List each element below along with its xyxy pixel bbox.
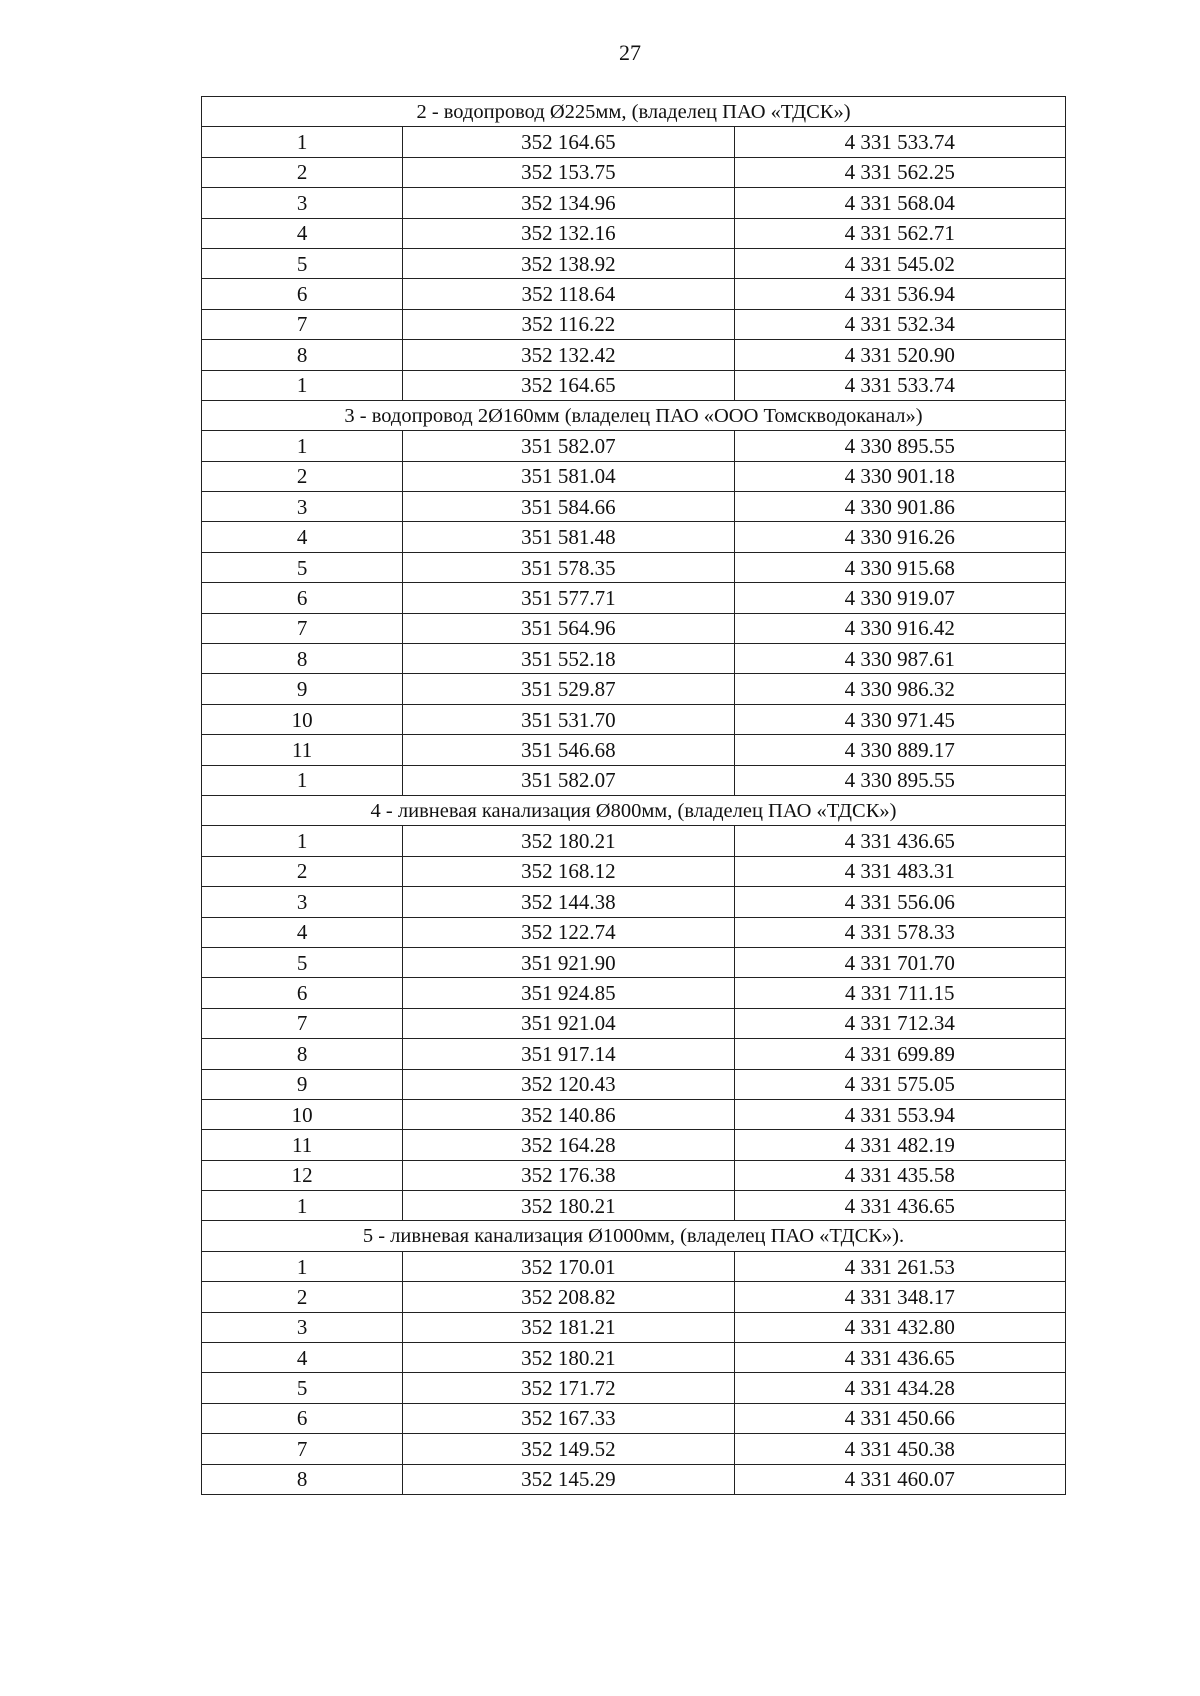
x-coordinate-cell: 352 118.64 [403,279,734,309]
section-title: 2 - водопровод Ø225мм, (владелец ПАО «ТДСК») [202,97,1066,127]
y-coordinate-cell: 4 330 889.17 [734,735,1065,765]
y-coordinate-cell: 4 330 971.45 [734,704,1065,734]
table-row [202,856,1066,886]
point-number-cell: 1 [202,765,403,795]
table-row [202,674,1066,704]
y-coordinate-cell: 4 330 895.55 [734,765,1065,795]
x-coordinate-cell: 352 120.43 [403,1069,734,1099]
point-number-cell: 6 [202,583,403,613]
x-coordinate-cell: 352 180.21 [403,1343,734,1373]
x-coordinate-cell: 351 531.70 [403,704,734,734]
point-number-cell: 2 [202,461,403,491]
y-coordinate-cell: 4 331 432.80 [734,1312,1065,1342]
y-coordinate-cell: 4 330 987.61 [734,644,1065,674]
y-coordinate-cell: 4 331 436.65 [734,1343,1065,1373]
x-coordinate-cell: 351 924.85 [403,978,734,1008]
x-coordinate-cell: 352 116.22 [403,309,734,339]
y-coordinate-cell: 4 331 578.33 [734,917,1065,947]
x-coordinate-cell: 351 578.35 [403,552,734,582]
x-coordinate-cell: 352 138.92 [403,248,734,278]
y-coordinate-cell: 4 330 919.07 [734,583,1065,613]
coordinates-table [201,96,1066,1495]
y-coordinate-cell: 4 331 348.17 [734,1282,1065,1312]
point-number-cell: 2 [202,856,403,886]
x-coordinate-cell: 352 171.72 [403,1373,734,1403]
y-coordinate-cell: 4 331 483.31 [734,856,1065,886]
point-number-cell: 1 [202,370,403,400]
point-number-cell: 1 [202,431,403,461]
y-coordinate-cell: 4 331 434.28 [734,1373,1065,1403]
y-coordinate-cell: 4 330 915.68 [734,552,1065,582]
section-title-row [202,1221,1066,1251]
table-row [202,1251,1066,1281]
y-coordinate-cell: 4 331 699.89 [734,1039,1065,1069]
x-coordinate-cell: 351 582.07 [403,765,734,795]
coordinates-table-body [202,97,1066,1495]
x-coordinate-cell: 352 164.65 [403,127,734,157]
table-row [202,1282,1066,1312]
table-row [202,826,1066,856]
x-coordinate-cell: 352 164.28 [403,1130,734,1160]
y-coordinate-cell: 4 331 450.66 [734,1403,1065,1433]
x-coordinate-cell: 352 145.29 [403,1464,734,1494]
table-row [202,887,1066,917]
point-number-cell: 1 [202,826,403,856]
point-number-cell: 6 [202,279,403,309]
table-row [202,279,1066,309]
point-number-cell: 1 [202,1251,403,1281]
y-coordinate-cell: 4 331 520.90 [734,340,1065,370]
x-coordinate-cell: 352 170.01 [403,1251,734,1281]
table-row [202,735,1066,765]
y-coordinate-cell: 4 331 436.65 [734,826,1065,856]
point-number-cell: 7 [202,1008,403,1038]
point-number-cell: 4 [202,1343,403,1373]
point-number-cell: 7 [202,613,403,643]
table-row [202,917,1066,947]
point-number-cell: 11 [202,1130,403,1160]
point-number-cell: 7 [202,1434,403,1464]
point-number-cell: 2 [202,1282,403,1312]
point-number-cell: 7 [202,309,403,339]
y-coordinate-cell: 4 331 545.02 [734,248,1065,278]
point-number-cell: 1 [202,1191,403,1221]
table-row [202,765,1066,795]
table-row [202,1343,1066,1373]
x-coordinate-cell: 352 176.38 [403,1160,734,1190]
table-row [202,1434,1066,1464]
point-number-cell: 6 [202,978,403,1008]
table-row [202,218,1066,248]
y-coordinate-cell: 4 330 895.55 [734,431,1065,461]
table-row [202,248,1066,278]
x-coordinate-cell: 351 581.04 [403,461,734,491]
point-number-cell: 11 [202,735,403,765]
point-number-cell: 9 [202,1069,403,1099]
y-coordinate-cell: 4 331 568.04 [734,188,1065,218]
y-coordinate-cell: 4 330 986.32 [734,674,1065,704]
x-coordinate-cell: 351 582.07 [403,431,734,461]
table-row [202,1008,1066,1038]
y-coordinate-cell: 4 331 482.19 [734,1130,1065,1160]
x-coordinate-cell: 352 180.21 [403,826,734,856]
y-coordinate-cell: 4 330 916.42 [734,613,1065,643]
section-title: 4 - ливневая канализация Ø800мм, (владелец ПАО «ТДСК») [202,795,1066,825]
point-number-cell: 9 [202,674,403,704]
x-coordinate-cell: 351 921.90 [403,947,734,977]
table-row [202,1403,1066,1433]
y-coordinate-cell: 4 331 460.07 [734,1464,1065,1494]
point-number-cell: 5 [202,248,403,278]
x-coordinate-cell: 352 140.86 [403,1099,734,1129]
table-row [202,1099,1066,1129]
table-row [202,644,1066,674]
table-row [202,1464,1066,1494]
point-number-cell: 8 [202,340,403,370]
point-number-cell: 10 [202,704,403,734]
point-number-cell: 8 [202,644,403,674]
point-number-cell: 1 [202,127,403,157]
y-coordinate-cell: 4 331 261.53 [734,1251,1065,1281]
table-row [202,431,1066,461]
table-row [202,704,1066,734]
point-number-cell: 3 [202,1312,403,1342]
x-coordinate-cell: 351 921.04 [403,1008,734,1038]
section-title-row [202,400,1066,430]
table-row [202,613,1066,643]
y-coordinate-cell: 4 330 901.86 [734,492,1065,522]
section-title: 3 - водопровод 2Ø160мм (владелец ПАО «ООО Томскводоканал») [202,400,1066,430]
y-coordinate-cell: 4 330 916.26 [734,522,1065,552]
x-coordinate-cell: 352 167.33 [403,1403,734,1433]
x-coordinate-cell: 351 552.18 [403,644,734,674]
x-coordinate-cell: 352 122.74 [403,917,734,947]
y-coordinate-cell: 4 331 536.94 [734,279,1065,309]
page-number: 27 [619,40,641,65]
table-row [202,309,1066,339]
point-number-cell: 6 [202,1403,403,1433]
point-number-cell: 8 [202,1039,403,1069]
table-row [202,1373,1066,1403]
y-coordinate-cell: 4 331 532.34 [734,309,1065,339]
y-coordinate-cell: 4 331 533.74 [734,127,1065,157]
x-coordinate-cell: 352 181.21 [403,1312,734,1342]
y-coordinate-cell: 4 331 701.70 [734,947,1065,977]
table-row [202,1130,1066,1160]
table-row [202,370,1066,400]
x-coordinate-cell: 351 917.14 [403,1039,734,1069]
x-coordinate-cell: 352 149.52 [403,1434,734,1464]
y-coordinate-cell: 4 330 901.18 [734,461,1065,491]
x-coordinate-cell: 352 144.38 [403,887,734,917]
y-coordinate-cell: 4 331 711.15 [734,978,1065,1008]
y-coordinate-cell: 4 331 562.71 [734,218,1065,248]
x-coordinate-cell: 352 153.75 [403,157,734,187]
x-coordinate-cell: 352 168.12 [403,856,734,886]
table-row [202,1039,1066,1069]
x-coordinate-cell: 351 546.68 [403,735,734,765]
table-row [202,340,1066,370]
x-coordinate-cell: 352 132.42 [403,340,734,370]
point-number-cell: 3 [202,492,403,522]
table-row [202,1069,1066,1099]
y-coordinate-cell: 4 331 556.06 [734,887,1065,917]
table-row [202,461,1066,491]
point-number-cell: 5 [202,1373,403,1403]
y-coordinate-cell: 4 331 553.94 [734,1099,1065,1129]
y-coordinate-cell: 4 331 712.34 [734,1008,1065,1038]
table-row [202,1160,1066,1190]
point-number-cell: 4 [202,917,403,947]
y-coordinate-cell: 4 331 562.25 [734,157,1065,187]
x-coordinate-cell: 351 581.48 [403,522,734,552]
point-number-cell: 3 [202,188,403,218]
table-row [202,947,1066,977]
point-number-cell: 5 [202,552,403,582]
y-coordinate-cell: 4 331 435.58 [734,1160,1065,1190]
x-coordinate-cell: 352 134.96 [403,188,734,218]
x-coordinate-cell: 351 564.96 [403,613,734,643]
point-number-cell: 3 [202,887,403,917]
point-number-cell: 4 [202,522,403,552]
section-title-row [202,97,1066,127]
section-title: 5 - ливневая канализация Ø1000мм, (владелец ПАО «ТДСК»). [202,1221,1066,1251]
x-coordinate-cell: 352 132.16 [403,218,734,248]
point-number-cell: 8 [202,1464,403,1494]
table-row [202,492,1066,522]
table-row [202,1312,1066,1342]
table-row [202,127,1066,157]
x-coordinate-cell: 351 577.71 [403,583,734,613]
x-coordinate-cell: 351 584.66 [403,492,734,522]
x-coordinate-cell: 351 529.87 [403,674,734,704]
table-row [202,522,1066,552]
y-coordinate-cell: 4 331 450.38 [734,1434,1065,1464]
x-coordinate-cell: 352 164.65 [403,370,734,400]
table-row [202,552,1066,582]
table-row [202,188,1066,218]
x-coordinate-cell: 352 180.21 [403,1191,734,1221]
table-row [202,583,1066,613]
table-row [202,157,1066,187]
point-number-cell: 12 [202,1160,403,1190]
point-number-cell: 5 [202,947,403,977]
section-title-row [202,795,1066,825]
y-coordinate-cell: 4 331 575.05 [734,1069,1065,1099]
x-coordinate-cell: 352 208.82 [403,1282,734,1312]
point-number-cell: 4 [202,218,403,248]
y-coordinate-cell: 4 331 533.74 [734,370,1065,400]
table-row [202,978,1066,1008]
y-coordinate-cell: 4 331 436.65 [734,1191,1065,1221]
point-number-cell: 2 [202,157,403,187]
point-number-cell: 10 [202,1099,403,1129]
table-row [202,1191,1066,1221]
